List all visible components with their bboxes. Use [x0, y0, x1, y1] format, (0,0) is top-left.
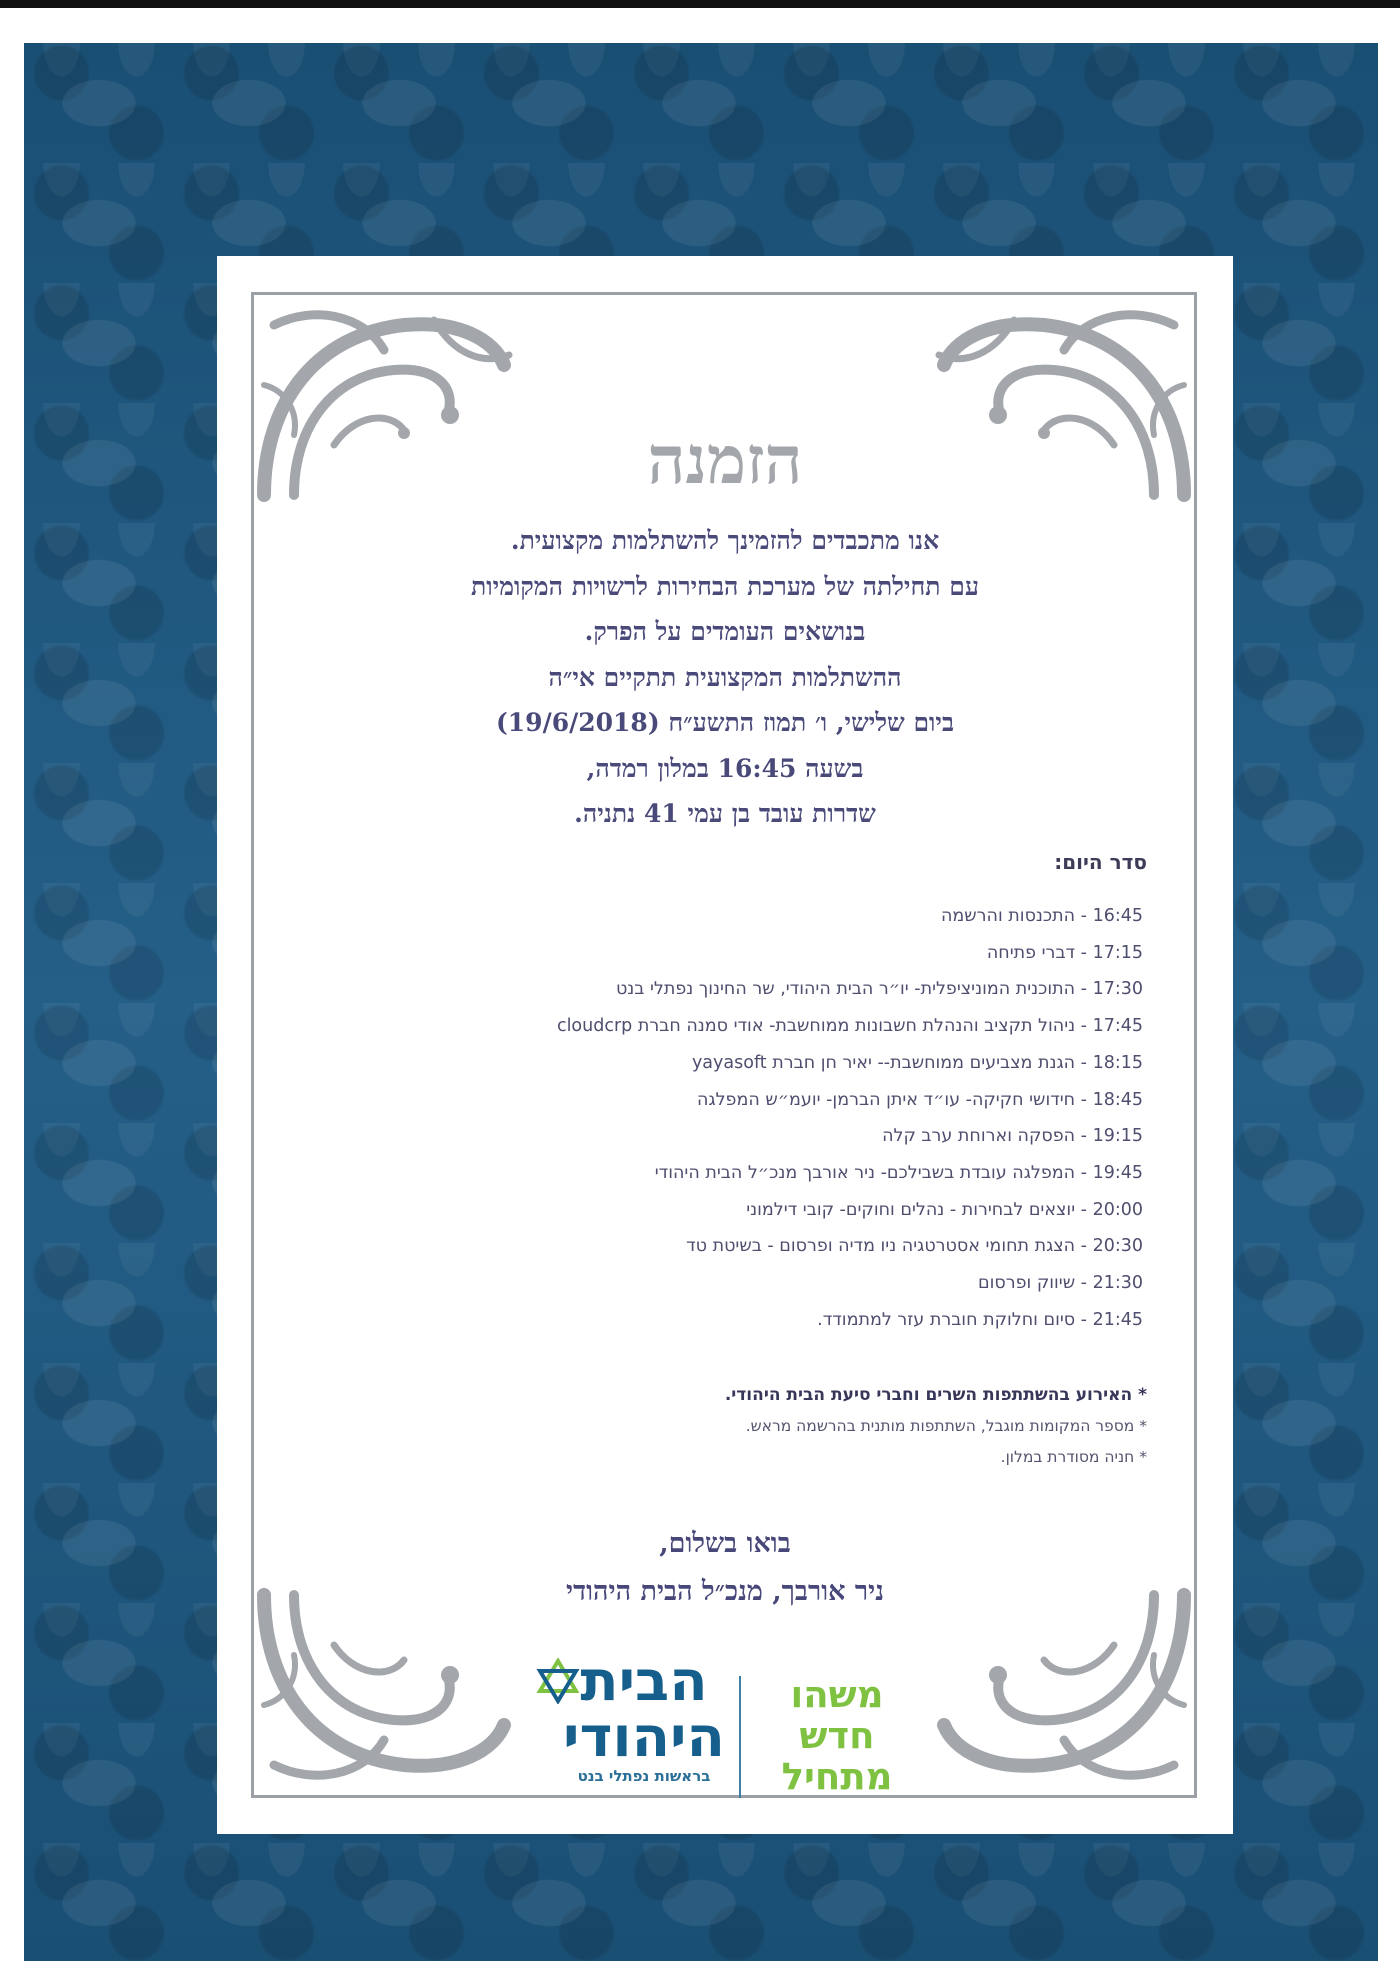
- patterned-blue-frame: [24, 43, 1378, 1961]
- intro-text: [317, 518, 1133, 837]
- closing-line: בואו בשלום,: [659, 1528, 791, 1559]
- invitation-card: [217, 256, 1233, 1834]
- star-of-david-icon: [535, 1658, 581, 1704]
- note-item: * האירוע בהשתתפות השרים וחברי סיעת הבית היהודי.: [724, 1385, 1147, 1405]
- agenda-item: 16:45 - התכנסות והרשמה: [940, 906, 1143, 926]
- agenda-item: 17:45 - ניהול תקציב והנהלת חשבונות ממוחשבת- אודי סמנה חברת cloudcrp: [556, 1016, 1143, 1037]
- party-name-line1: הבית: [580, 1649, 708, 1714]
- closing-signature: [367, 1520, 1083, 1616]
- agenda-item: 20:00 - יוצאים לבחירות - נהלים וחוקים- קובי דילמוני: [746, 1199, 1143, 1220]
- intro-line: ביום שלישי, ו׳ תמוז התשע״ח (19/6/2018): [495, 708, 955, 737]
- flourish-ornament-bottom-right: [934, 1585, 1194, 1795]
- intro-line: בשעה 16:45 במלון רמדה,: [586, 753, 864, 783]
- intro-line: ההשתלמות המקצועית תתקיים אי״ה: [548, 662, 902, 692]
- logo-slogan: [752, 1674, 922, 1797]
- slogan-line: מתחיל: [781, 1755, 893, 1798]
- agenda-title: סדר היום:: [1054, 850, 1147, 874]
- notes-list: [287, 1380, 1147, 1473]
- agenda-item: 19:45 - המפלגה עובדת בשבילכם- ניר אורבך מנכ״ל הבית היהודי: [654, 1162, 1143, 1183]
- intro-line: עם תחילתה של מערכת הבחירות לרשויות המקומיות: [471, 571, 979, 601]
- agenda-list: [283, 898, 1143, 1338]
- note-item: * מספר המקומות מוגבל, השתתפות מותנית בהרשמה מראש.: [745, 1417, 1147, 1435]
- agenda-item: 20:30 - הצגת תחומי אסטרטגיה ניו מדיה ופרסום - בשיטת טד: [686, 1236, 1143, 1257]
- agenda-item: 19:15 - הפסקה וארוחת ערב קלה: [882, 1126, 1143, 1147]
- invitation-title: הזמנה: [647, 421, 803, 499]
- flourish-ornament-bottom-left: [254, 1585, 514, 1795]
- party-tagline: בראשות נפתלי בנט: [577, 1767, 711, 1785]
- agenda-item: 18:45 - חידושי חקיקה- עו״ד איתן הברמן- יועמ״ש המפלגה: [696, 1089, 1143, 1110]
- logo-divider: [739, 1676, 741, 1798]
- agenda-item: 17:30 - התוכנית המוניציפלית- יו״ר הבית היהודי, שר החינוך נפתלי בנט: [615, 979, 1143, 1000]
- slogan-line: חדש: [799, 1714, 875, 1757]
- agenda-item: 21:30 - שיווק ופרסום: [977, 1273, 1143, 1294]
- intro-line: בנושאים העומדים על הפרק.: [584, 617, 866, 646]
- agenda-item: 21:45 - סיום וחלוקת חוברת עזר למתמודד.: [817, 1309, 1143, 1330]
- slogan-line: משהו: [790, 1673, 884, 1716]
- agenda-item: 18:15 - הגנת מצביעים ממוחשבת-- יאיר חן חברת yayasoft: [691, 1052, 1143, 1073]
- agenda-item: 17:15 - דברי פתיחה: [986, 942, 1143, 963]
- top-edge-bar: [0, 0, 1400, 8]
- intro-line: אנו מתכבדים להזמינך להשתלמות מקצועית.: [510, 526, 940, 555]
- party-name-line2: היהודי: [562, 1705, 726, 1770]
- intro-line: שדרות עובד בן עמי 41 נתניה.: [574, 799, 876, 828]
- note-item: * חניה מסודרת במלון.: [1000, 1448, 1147, 1466]
- closing-line: ניר אורבך, מנכ״ל הבית היהודי: [566, 1576, 884, 1607]
